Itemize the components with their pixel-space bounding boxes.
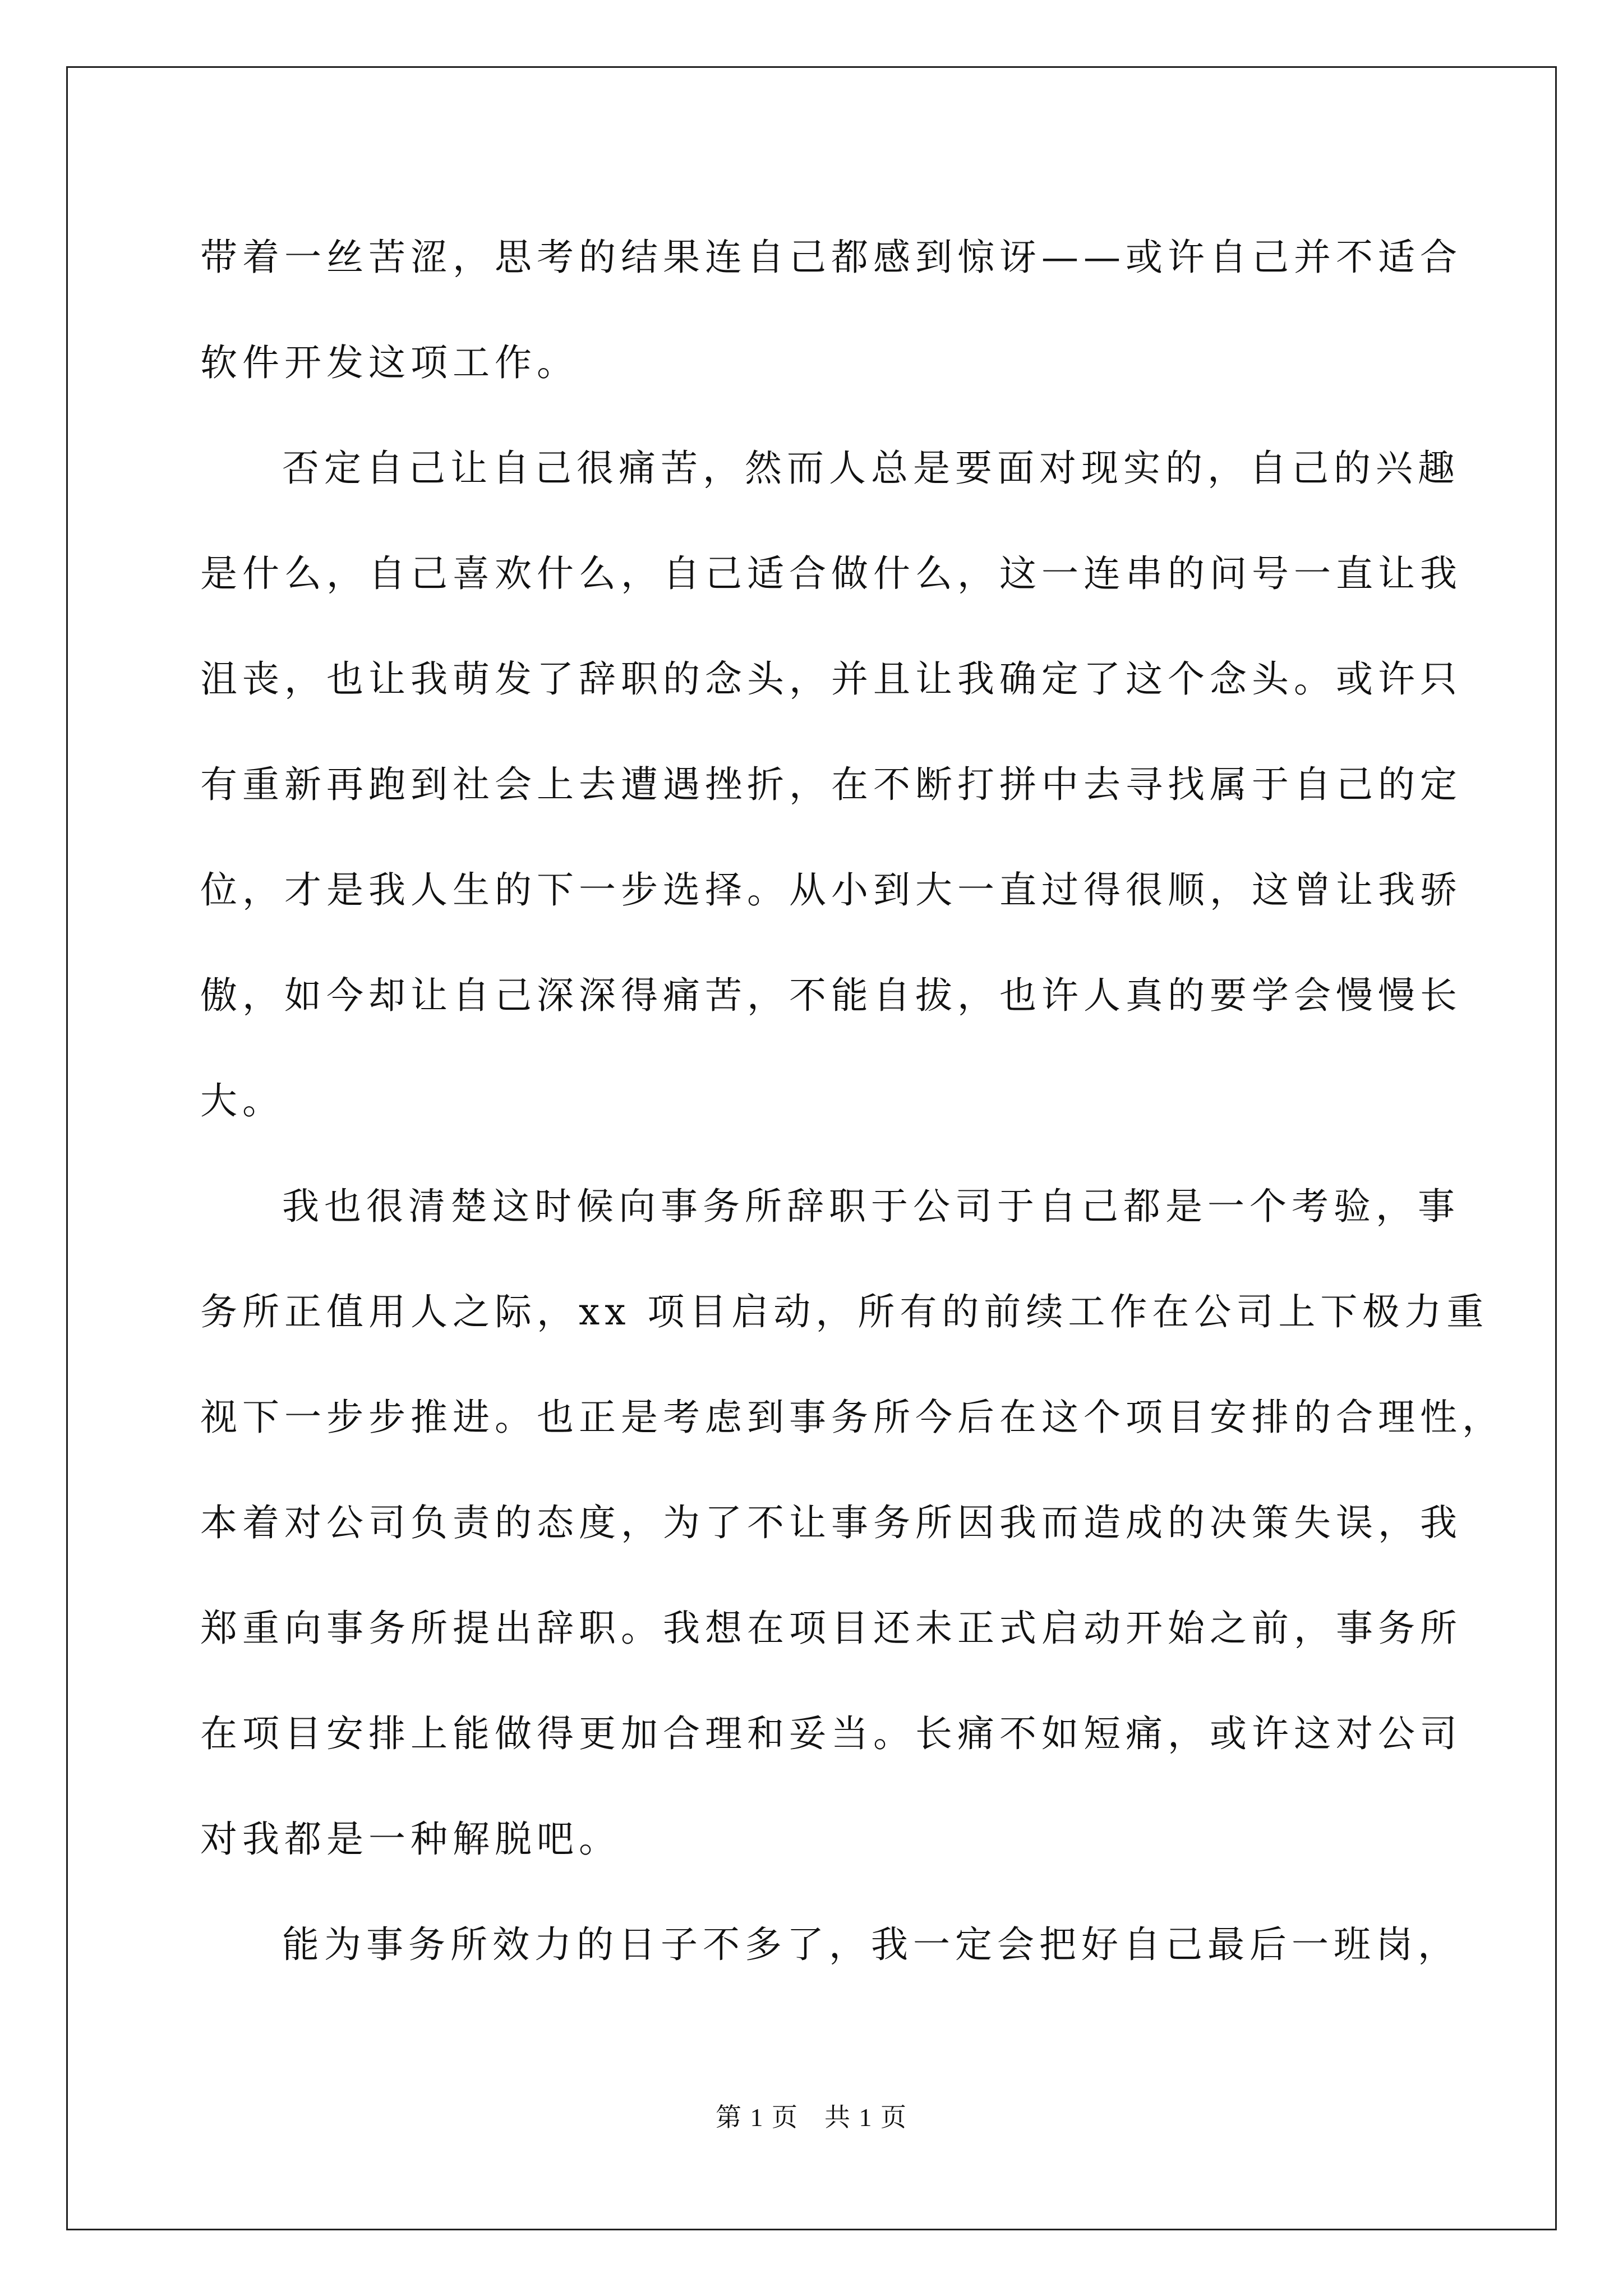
text-line: 对我都是一种解脱吧。: [200, 1818, 621, 1861]
text-line: 位，才是我人生的下一步选择。从小到大一直过得很顺，这曾让我骄: [200, 868, 1462, 912]
document-body: [200, 205, 1504, 1998]
text-line: 本着对公司负责的态度，为了不让事务所因我而造成的决策失误，我: [200, 1501, 1462, 1544]
text-line: 务所正值用人之际，xx 项目启动，所有的前续工作在公司上下极力重: [200, 1290, 1489, 1333]
text-line: 带着一丝苦涩，思考的结果连自己都感到惊讶——或许自己并不适合: [200, 236, 1462, 279]
text-line: 有重新再跑到社会上去遭遇挫折，在不断打拼中去寻找属于自己的定: [200, 763, 1462, 806]
paragraph-start-line: 我也很清楚这时候向事务所辞职于公司于自己都是一个考验，事: [282, 1185, 1460, 1228]
text-line: 沮丧，也让我萌发了辞职的念头，并且让我确定了这个念头。或许只: [200, 657, 1462, 701]
text-line: 傲，如今却让自己深深得痛苦，不能自拔，也许人真的要学会慢慢长: [200, 974, 1462, 1017]
text-line: 大。: [200, 1079, 284, 1122]
text-line: 是什么，自己喜欢什么，自己适合做什么，这一连串的问号一直让我: [200, 552, 1462, 595]
page-total: 共 1 页: [824, 2103, 907, 2132]
page-footer: [0, 2097, 1623, 2134]
text-line: 在项目安排上能做得更加合理和妥当。长痛不如短痛，或许这对公司: [200, 1712, 1462, 1755]
paragraph-start-line: 能为事务所效力的日子不多了，我一定会把好自己最后一班岗，: [282, 1923, 1460, 1966]
text-line: 郑重向事务所提出辞职。我想在项目还未正式启动开始之前，事务所: [200, 1607, 1462, 1650]
paragraph-start-line: 否定自己让自己很痛苦，然而人总是要面对现实的，自己的兴趣: [282, 447, 1460, 490]
text-line: 软件开发这项工作。: [200, 341, 579, 384]
page-number: 第 1 页: [716, 2103, 799, 2132]
text-line: 视下一步步推进。也正是考虑到事务所今后在这个项目安排的合理性，: [200, 1396, 1504, 1439]
